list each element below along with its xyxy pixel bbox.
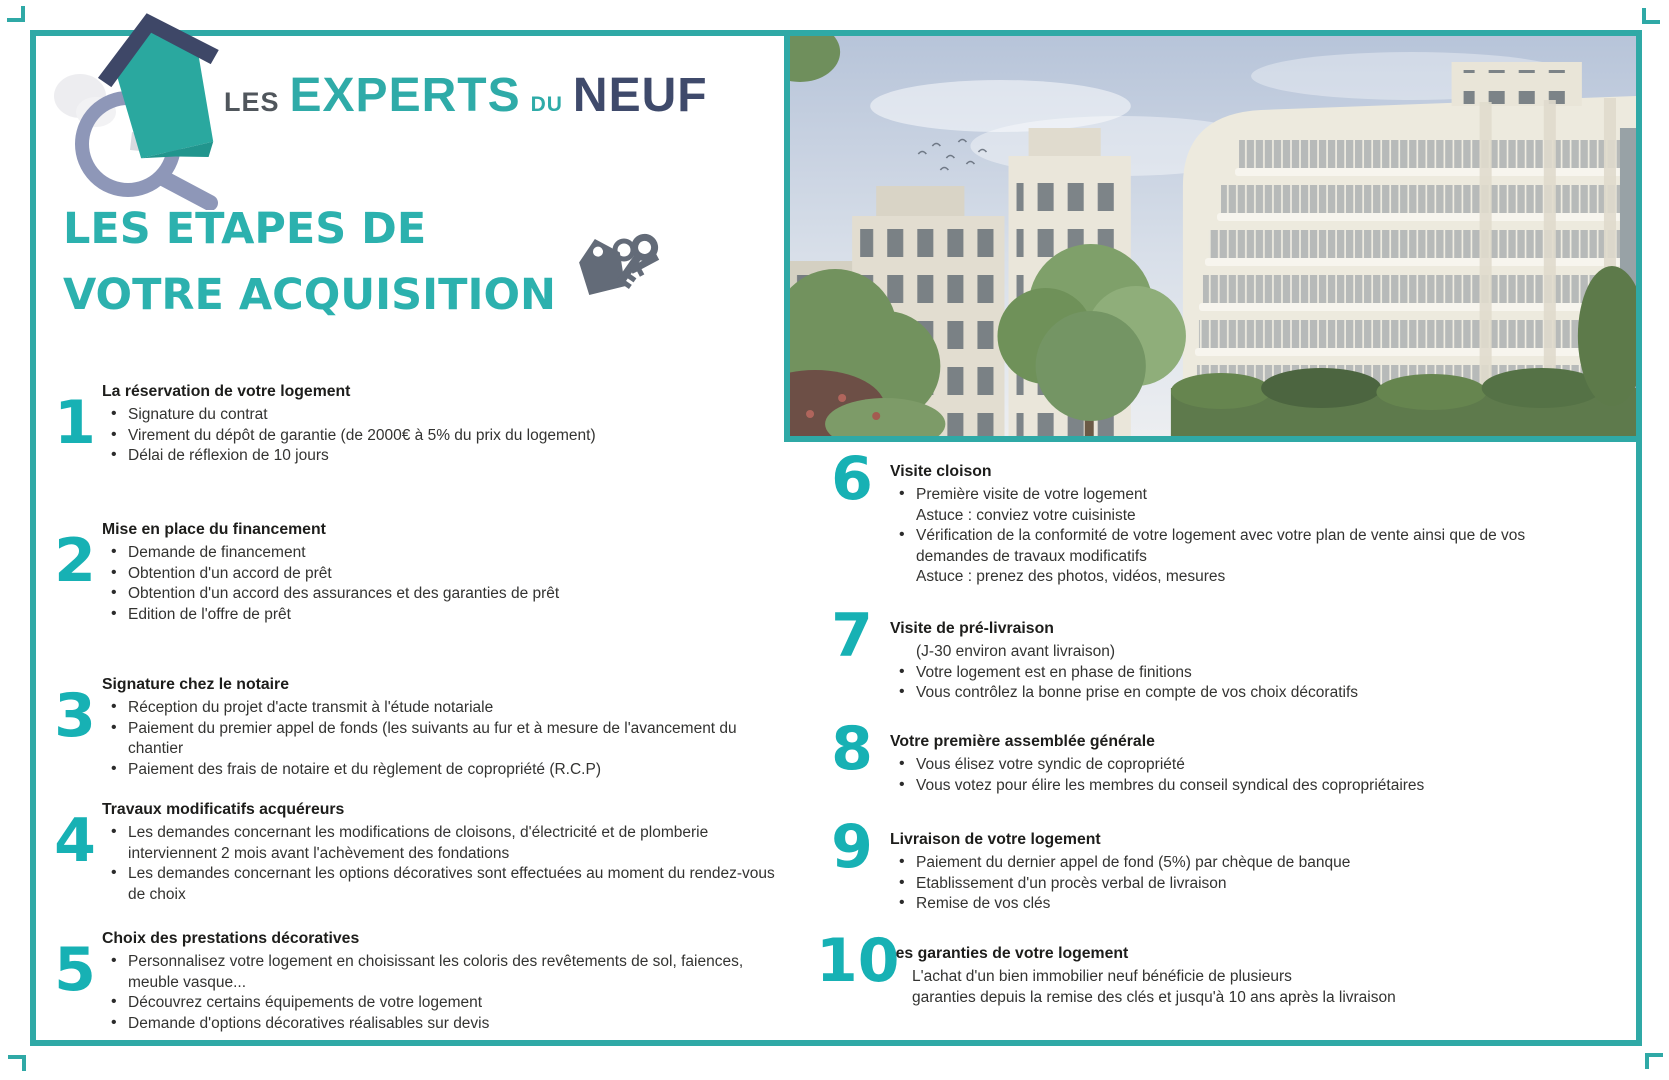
step-10-number: 10	[816, 926, 900, 996]
step-3-heading: Signature chez le notaire	[102, 676, 289, 693]
step-10	[816, 926, 1526, 1008]
step-6-item: Astuce : prenez des photos, vidéos, mesures	[916, 568, 1226, 586]
step-8-item: • Vous élisez votre syndic de copropriété	[890, 755, 1530, 776]
page-title-line2: VOTRE ACQUISITION	[63, 270, 557, 320]
step-4	[48, 799, 792, 905]
brand-word-experts: EXPERTS	[289, 69, 521, 122]
step-7-item: (J-30 environ avant livraison)	[916, 643, 1116, 660]
step-7	[820, 601, 1530, 704]
step-10-item: garanties depuis la remise des clés et jusqu'à 10 ans après la livraison	[912, 988, 1396, 1006]
step-10-item: L'achat d'un bien immobilier neuf bénéficie de plusieurs	[912, 968, 1292, 985]
brand-word-les: LES	[224, 87, 280, 117]
step-3	[48, 674, 792, 780]
step-7-number: 7	[831, 601, 873, 671]
step-5	[48, 928, 792, 1034]
corner-mark-bottom-left	[8, 1055, 26, 1071]
step-7-item: • Votre logement est en phase de finitions	[890, 663, 1530, 684]
step-3-item: • Réception du projet d'acte transmit à l'étude notariale	[102, 698, 792, 719]
step-6-item: • Première visite de votre logement	[890, 485, 1530, 506]
step-3-item: • Paiement des frais de notaire et du règlement de copropriété (R.C.P)	[102, 760, 792, 781]
step-4-item: • Les demandes concernant les options décoratives sont effectuées au moment du rendez-vous de choix	[102, 864, 792, 905]
step-2-heading: Mise en place du financement	[102, 521, 326, 538]
step-1-item: • Virement du dépôt de garantie (de 2000€ à 5% du prix du logement)	[102, 426, 792, 447]
step-2	[48, 519, 792, 625]
step-9-item: • Etablissement d'un procès verbal de livraison	[890, 874, 1530, 895]
step-5-number: 5	[54, 935, 96, 1005]
page-title-line1: LES ETAPES DE	[63, 204, 427, 254]
page-title	[63, 196, 556, 328]
step-2-item: • Obtention d'un accord des assurances et des garanties de prêt	[102, 584, 792, 605]
brand-wordmark	[224, 68, 708, 123]
step-4-number: 4	[54, 806, 96, 876]
step-5-item: • Personnalisez votre logement en choisissant les coloris des revêtements de sol, faiences, meuble vasque...	[102, 952, 792, 993]
step-9-number: 9	[831, 812, 873, 882]
step-6-item: • Vérification de la conformité de votre logement avec votre plan de vente ainsi que de vos demandes de travaux modificatifs	[890, 526, 1530, 567]
step-1	[48, 381, 792, 467]
step-7-item: • Vous contrôlez la bonne prise en compte de vos choix décoratifs	[890, 683, 1530, 704]
step-5-item: • Demande d'options décoratives réalisables sur devis	[102, 1014, 792, 1035]
step-5-heading: Choix des prestations décoratives	[102, 930, 360, 947]
step-9-heading: Livraison de votre logement	[890, 831, 1101, 848]
brand-word-neuf: NEUF	[572, 69, 708, 122]
step-2-item: • Obtention d'un accord de prêt	[102, 564, 792, 585]
step-6	[820, 444, 1530, 588]
step-6-number: 6	[831, 444, 873, 514]
brand-word-du: DU	[530, 93, 563, 116]
step-3-item: • Paiement du premier appel de fonds (les suivants au fur et à mesure de l'avancement du chantier	[102, 719, 792, 760]
step-1-item: • Délai de réflexion de 10 jours	[102, 446, 792, 467]
step-6-heading: Visite cloison	[890, 463, 992, 480]
step-9-item: • Remise de vos clés	[890, 894, 1530, 915]
step-8-number: 8	[831, 714, 873, 784]
step-2-number: 2	[54, 526, 96, 596]
step-1-item: • Signature du contrat	[102, 405, 792, 426]
step-6-item: Astuce : conviez votre cuisiniste	[916, 506, 1136, 524]
step-3-number: 3	[54, 681, 96, 751]
step-1-heading: La réservation de votre logement	[102, 383, 351, 400]
step-1-number: 1	[54, 388, 96, 458]
step-2-item: • Edition de l'offre de prêt	[102, 605, 792, 626]
step-8-item: • Vous votez pour élire les membres du conseil syndical des copropriétaires	[890, 776, 1530, 797]
step-4-heading: Travaux modificatifs acquéreurs	[102, 801, 345, 818]
step-8-heading: Votre première assemblée générale	[890, 733, 1155, 750]
step-7-heading: Visite de pré-livraison	[890, 620, 1054, 637]
house-keys-icon	[568, 224, 672, 306]
step-2-item: • Demande de financement	[102, 543, 792, 564]
step-8	[820, 714, 1530, 796]
building-photo	[784, 30, 1642, 442]
step-10-heading: Les garanties de votre logement	[886, 945, 1129, 962]
step-9-item: • Paiement du dernier appel de fond (5%) par chèque de banque	[890, 853, 1530, 874]
step-4-item: • Les demandes concernant les modifications de cloisons, d'électricité et de plomberie interviennent 2 mois avant l'achèvement des fondations	[102, 823, 792, 864]
corner-mark-bottom-right	[1645, 1053, 1663, 1069]
corner-mark-top-right	[1642, 8, 1660, 24]
step-5-item: • Découvrez certains équipements de votre logement	[102, 993, 792, 1014]
corner-mark-top-left	[7, 6, 25, 22]
house-magnifier-logo-icon	[40, 0, 240, 212]
step-9	[820, 812, 1530, 915]
